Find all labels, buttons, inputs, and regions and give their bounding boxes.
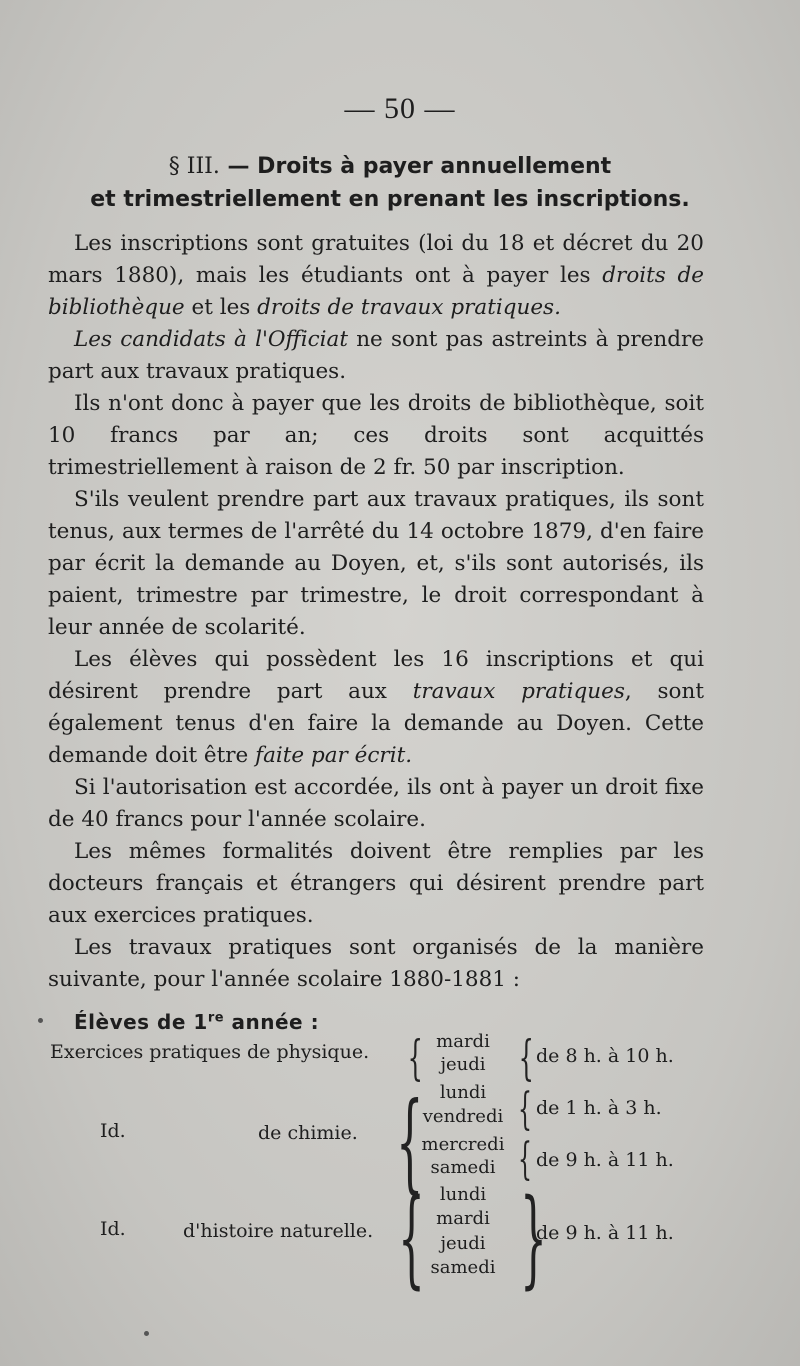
- heading-line-1-text: — Droits à payer annuellement: [219, 154, 612, 179]
- text-run: Ils n'ont donc à payer que les droits de bibliothèque, soit 10 francs par an; ces droits sont acquittés trimestriellement à raison de 2 fr. 50 par inscription.: [48, 391, 704, 480]
- chimie-day-3: mercredi: [421, 1134, 505, 1155]
- italic-run: droits de bibliothèque: [48, 263, 704, 320]
- italic-run: travaux pratiques: [412, 679, 625, 704]
- text-run: Si l'autorisation est accordée, ils ont à payer un droit fixe de 40 francs pour l'année scolaire.: [48, 775, 704, 832]
- brace-right-physique: {: [518, 1030, 534, 1086]
- italic-run: droits de travaux pratiques.: [257, 295, 561, 320]
- eleves-heading-sup: re: [207, 1010, 225, 1026]
- brace-left-chimie: {: [396, 1080, 424, 1205]
- heading-line-1: [40, 150, 740, 183]
- paragraph: [48, 484, 704, 644]
- brace-right-chimie-1: {: [518, 1084, 532, 1135]
- histoire-time: de 9 h. à 11 h.: [536, 1222, 674, 1244]
- histoire-day-1: lundi: [439, 1184, 487, 1205]
- text-run: et les: [184, 295, 258, 320]
- paragraph: [48, 772, 704, 836]
- chimie-id: Id.: [100, 1120, 126, 1142]
- chimie-day-4: samedi: [430, 1157, 496, 1178]
- physique-time: de 8 h. à 10 h.: [536, 1045, 674, 1067]
- histoire-subject: d'histoire naturelle.: [183, 1220, 374, 1242]
- chimie-day-1: lundi: [439, 1082, 487, 1103]
- speck-mark: [38, 1018, 43, 1023]
- physique-day-1: mardi: [436, 1031, 490, 1052]
- chimie-day-2: vendredi: [422, 1106, 504, 1127]
- italic-run: faite par écrit.: [255, 743, 413, 768]
- histoire-day-3: jeudi: [440, 1233, 486, 1254]
- body-text: [48, 228, 704, 996]
- paragraph: [48, 836, 704, 932]
- physique-day-2: jeudi: [440, 1054, 486, 1075]
- text-run: Les inscriptions sont gratuites (loi du 18 et décret du 20 mars 1880), mais les étudiants ont à payer les: [48, 231, 704, 288]
- eleves-heading: [74, 1010, 319, 1034]
- eleves-heading-prefix: Élèves de 1: [74, 1010, 208, 1034]
- brace-left-physique: {: [407, 1030, 423, 1086]
- text-run: , sont également tenus d'en faire la demande au Doyen. Cette demande doit être: [48, 679, 704, 768]
- chimie-time-2: de 9 h. à 11 h.: [536, 1149, 674, 1171]
- physique-label: Exercices pratiques de physique.: [50, 1041, 370, 1063]
- paragraph: [48, 388, 704, 484]
- histoire-id: Id.: [100, 1218, 126, 1240]
- chimie-subject: de chimie.: [258, 1122, 358, 1144]
- heading-section-number: § III.: [168, 154, 220, 179]
- brace-right-histoire: }: [520, 1176, 547, 1299]
- text-run: Les mêmes formalités doivent être remplies par les docteurs français et étrangers qui désirent prendre part aux exercices pratiques.: [48, 839, 704, 928]
- brace-right-chimie-2: {: [518, 1134, 532, 1185]
- brace-left-histoire: {: [398, 1176, 425, 1299]
- chimie-time-1: de 1 h. à 3 h.: [536, 1097, 662, 1119]
- text-run: S'ils veulent prendre part aux travaux pratiques, ils sont tenus, aux termes de l'arrêté du 14 octobre 1879, d'en faire par écrit la demande au Doyen, et, s'ils sont autorisés, ils paient, trimestre par trimestre, le droit correspondant à leur année de scolarité.: [48, 487, 704, 640]
- eleves-heading-suffix: année :: [224, 1010, 320, 1034]
- section-heading: [40, 150, 740, 216]
- paragraph: [48, 324, 704, 388]
- text-run: Les élèves qui possèdent les 16 inscriptions et qui désirent prendre part aux: [48, 647, 704, 704]
- histoire-day-4: samedi: [430, 1257, 496, 1278]
- text-run: Les travaux pratiques sont organisés de la manière suivante, pour l'année scolaire 1880-1881 :: [48, 935, 704, 992]
- histoire-day-2: mardi: [436, 1208, 490, 1229]
- paragraph: [48, 228, 704, 324]
- paragraph: [48, 932, 704, 996]
- page-number: — 50 —: [344, 92, 456, 125]
- paragraph: [48, 644, 704, 772]
- heading-line-2: et trimestriellement en prenant les inscriptions.: [90, 187, 690, 212]
- text-run: ne sont pas astreints à prendre part aux travaux pratiques.: [48, 327, 704, 384]
- italic-run: Les candidats à l'Officiat: [74, 327, 348, 352]
- speck-mark: [144, 1331, 149, 1336]
